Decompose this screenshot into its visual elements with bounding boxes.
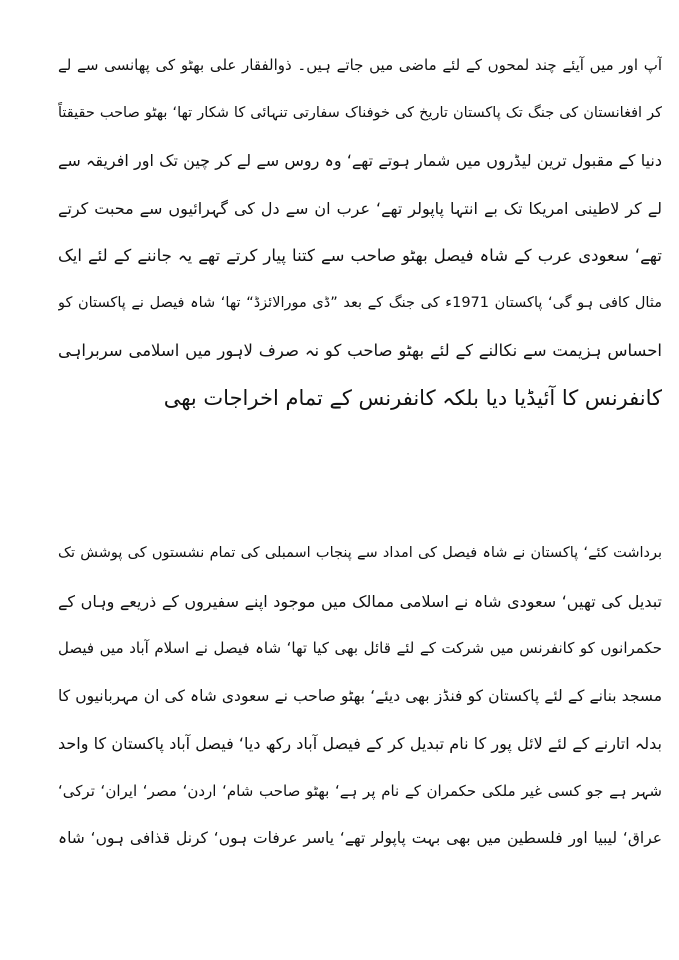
text-line: برداشت کئے‘ پاکستان نے شاہ فیصل کی امداد سے پنجاب اسمبلی کی تمام نشستوں کی پوشش تک xyxy=(58,545,662,561)
text-line: مثال کافی ہو گی‘ پاکستان 1971ء کی جنگ کے بعد ”ڈی مورالائزڈ“ تھا‘ شاہ فیصل نے پاکستان کو xyxy=(58,294,662,311)
text-line: کانفرنس کا آئیڈیا دیا بلکہ کانفرنس کے تمام اخراجات بھی xyxy=(163,385,662,410)
text-line: کر افغانستان کی جنگ تک پاکستان تاریخ کی خوفناک سفارتی تنہائی کا شکار تھا‘ بھٹو صاحب حقیقتاً xyxy=(58,104,662,121)
text-line: دنیا کے مقبول ترین لیڈروں میں شمار ہوتے تھے‘ وہ روس سے لے کر چین تک اور افریقہ سے xyxy=(58,151,662,170)
text-line: احساس ہزیمت سے نکالنے کے لئے بھٹو صاحب کو نہ صرف لاہور میں اسلامی سربراہی xyxy=(58,341,662,360)
text-line: مسجد بنانے کے لئے پاکستان کو فنڈز بھی دیئے‘ بھٹو صاحب نے سعودی شاہ کی ان مہربانیوں کا xyxy=(58,686,662,705)
text-line: لے کر لاطینی امریکا تک بے انتہا پاپولر تھے‘ عرب ان سے دل کی گہرائیوں سے محبت کرتے xyxy=(58,198,662,218)
text-line: تبدیل کی تھیں‘ سعودی شاہ نے اسلامی ممالک میں موجود اپنے سفیروں کے ذریعے وہاں کے xyxy=(58,591,662,611)
paragraph-2 xyxy=(58,530,662,863)
text-line: حکمرانوں کو کانفرنس میں شرکت کے لئے قائل بھی کیا تھا‘ شاہ فیصل نے اسلام آباد میں فیصل xyxy=(58,639,662,657)
text-line: شہر ہے جو کسی غیر ملکی حکمران کے نام پر ہے‘ بھٹو صاحب شام‘ اردن‘ مصر‘ ایران‘ ترکی‘ xyxy=(58,781,662,800)
text-line: بدلہ اتارنے کے لئے لائل پور کا نام تبدیل کر کے فیصل آباد رکھ دیا‘ فیصل آباد پاکستان کا واحد xyxy=(58,734,662,753)
paragraph-1 xyxy=(58,42,662,422)
text-line: آپ اور میں آیئے چند لمحوں کے لئے ماضی میں جاتے ہیں۔ ذوالفقار علی بھٹو کی پھانسی سے لے xyxy=(58,56,662,74)
text-line: عراق‘ لیبیا اور فلسطین میں بھی بہت پاپولر تھے‘ یاسر عرفات ہوں‘ کرنل قذافی ہوں‘ شاہ xyxy=(58,829,662,847)
text-line: تھے‘ سعودی عرب کے شاہ فیصل بھٹو صاحب سے کتنا پیار کرتے تھے یہ جاننے کے لئے ایک xyxy=(58,246,662,265)
